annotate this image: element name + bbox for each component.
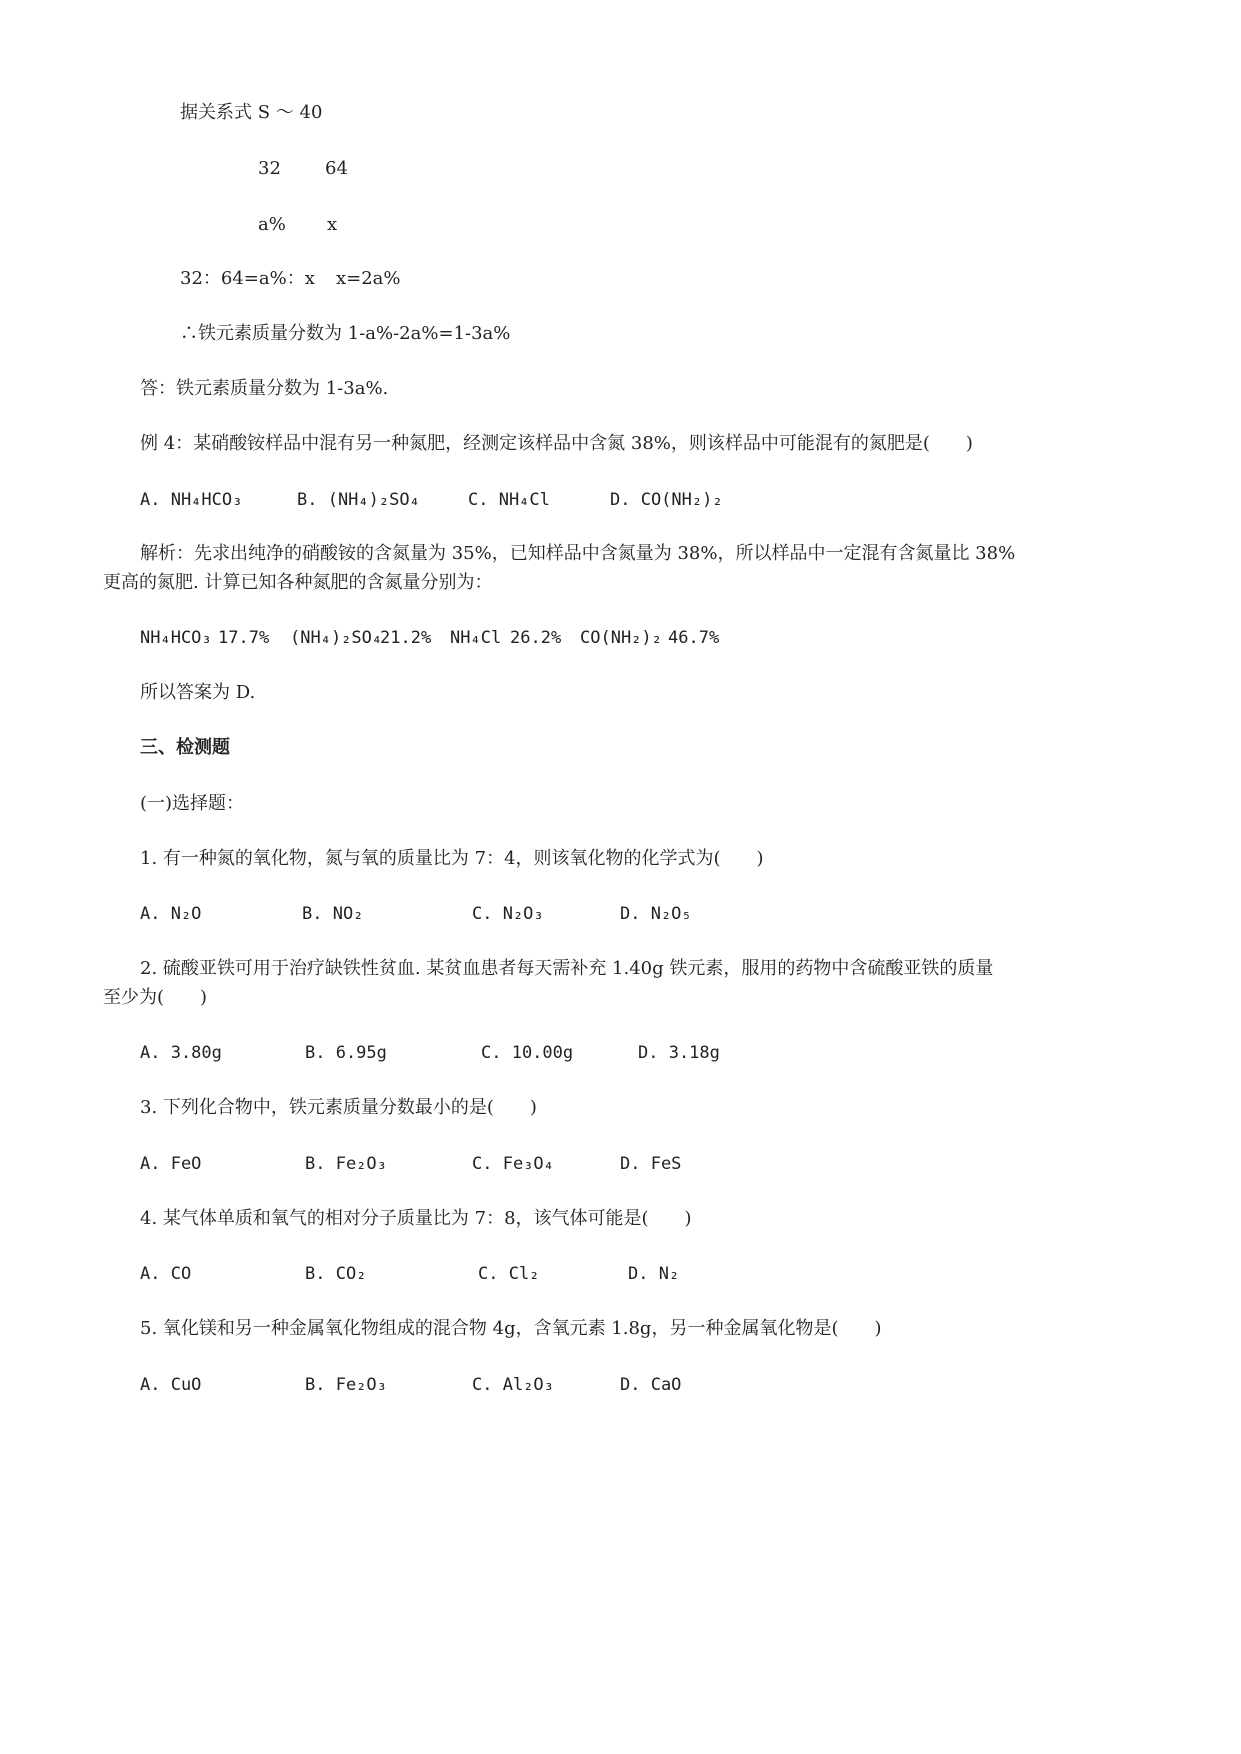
- answer-line: 答：铁元素质量分数为 1-3a%.: [140, 378, 389, 399]
- option-a: A. FeO: [140, 1154, 202, 1174]
- example-4-conclusion: 所以答案为 D.: [140, 682, 256, 703]
- option-b: B. Fe₂O₃: [305, 1375, 387, 1395]
- option-b: B. 6.95g: [305, 1043, 387, 1063]
- question-3-stem: 3. 下列化合物中，铁元素质量分数最小的是( ): [140, 1097, 537, 1118]
- question-1-stem: 1. 有一种氮的氧化物，氮与氧的质量比为 7：4，则该氧化物的化学式为( ): [140, 848, 764, 869]
- question-2-stem: 2. 硫酸亚铁可用于治疗缺铁性贫血. 某贫血患者每天需补充 1.40g 铁元素，服用的药物中含硫酸亚铁的质量: [140, 958, 994, 979]
- derivation-line-4b: x=2a%: [336, 268, 401, 289]
- content-formula: CO(NH₂)₂: [580, 628, 662, 648]
- example-4-analysis-1: 解析：先求出纯净的硝酸铵的含氮量为 35%，已知样品中含氮量为 38%，所以样品中一定混有含氮量比 38%: [140, 543, 1016, 564]
- option-c: C. NH₄Cl: [468, 490, 550, 510]
- option-a: A. 3.80g: [140, 1043, 222, 1063]
- derivation-row2-a: 32: [258, 158, 281, 179]
- derivation-line-4a: 32：64=a%：x: [180, 268, 315, 289]
- question-2-stem-cont: 至少为( ): [103, 987, 208, 1008]
- derivation-row3-a: a%: [258, 214, 286, 235]
- option-c: C. 10.00g: [481, 1043, 574, 1063]
- derivation-line-5: ∴铁元素质量分数为 1-a%-2a%=1-3a%: [180, 323, 511, 344]
- content-formula: NH₄Cl: [450, 628, 502, 648]
- option-c: C. N₂O₃: [472, 904, 544, 924]
- derivation-row2-b: 64: [325, 158, 348, 179]
- option-d: D. CaO: [620, 1375, 682, 1395]
- option-d: D. N₂: [628, 1264, 680, 1284]
- content-formula: NH₄HCO₃: [140, 628, 212, 648]
- section-title: 三、检测题: [140, 737, 230, 758]
- content-value: 26.2%: [510, 628, 562, 648]
- option-b: B. Fe₂O₃: [305, 1154, 387, 1174]
- subsection-title: (一)选择题：: [140, 793, 245, 814]
- option-c: C. Al₂O₃: [472, 1375, 554, 1395]
- question-5-stem: 5. 氧化镁和另一种金属氧化物组成的混合物 4g，含氧元素 1.8g，另一种金属氧化物是( ): [140, 1318, 882, 1339]
- question-4-stem: 4. 某气体单质和氧气的相对分子质量比为 7：8，该气体可能是( ): [140, 1208, 692, 1229]
- content-value: 46.7%: [668, 628, 720, 648]
- option-a: A. CO: [140, 1264, 192, 1284]
- option-a: A. NH₄HCO₃: [140, 490, 243, 510]
- option-a: A. CuO: [140, 1375, 202, 1395]
- derivation-row3-b: x: [327, 214, 338, 235]
- option-d: D. N₂O₅: [620, 904, 692, 924]
- option-d: D. 3.18g: [638, 1043, 720, 1063]
- option-d: D. FeS: [620, 1154, 682, 1174]
- option-d: D. CO(NH₂)₂: [610, 490, 723, 510]
- option-b: B. (NH₄)₂SO₄: [297, 490, 420, 510]
- content-value: 21.2%: [380, 628, 432, 648]
- derivation-line-1: 据关系式 S ～ 40: [180, 102, 323, 123]
- option-c: C. Cl₂: [478, 1264, 540, 1284]
- content-value: 17.7%: [218, 628, 270, 648]
- content-formula: (NH₄)₂SO₄: [290, 628, 383, 648]
- option-a: A. N₂O: [140, 904, 202, 924]
- option-b: B. NO₂: [302, 904, 364, 924]
- option-b: B. CO₂: [305, 1264, 367, 1284]
- example-4-question: 例 4：某硝酸铵样品中混有另一种氮肥，经测定该样品中含氮 38%，则该样品中可能混有的氮肥是( ): [140, 433, 973, 454]
- example-4-analysis-2: 更高的氮肥. 计算已知各种氮肥的含氮量分别为：: [103, 572, 493, 593]
- option-c: C. Fe₃O₄: [472, 1154, 554, 1174]
